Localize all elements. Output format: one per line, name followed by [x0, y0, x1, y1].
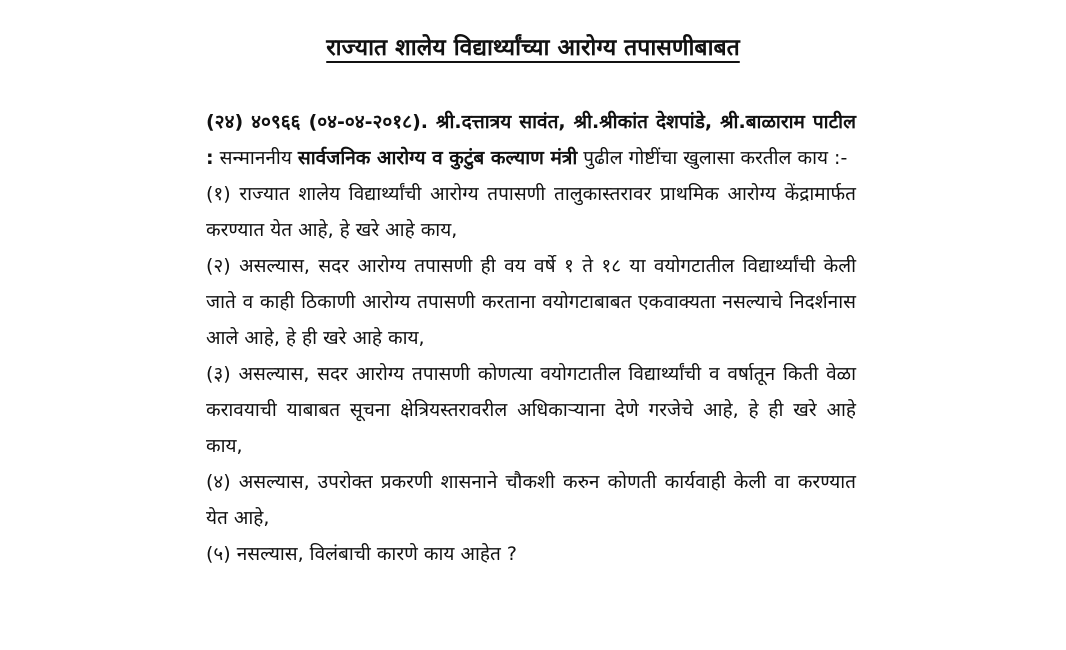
question-intro: पुढील गोष्टींचा खुलासा करतील काय :- — [583, 147, 848, 169]
question-header — [206, 104, 856, 176]
question-item-2: (२) असल्यास, सदर आरोग्य तपासणी ही वय वर्षे १ ते १८ या वयोगटातील विद्यार्थ्यांची केली जाते व काही ठिकाणी आरोग्य तपासणी करताना वयोगटाबाबत एकवाक्यता नसल्याचे निदर्शनास आले आहे, हे ही खरे आहे काय, — [206, 255, 856, 349]
minister-title: सार्वजनिक आरोग्य व कुटुंब कल्याण मंत्री — [297, 147, 578, 169]
question-item-4: (४) असल्यास, उपरोक्त प्रकरणी शासनाने चौकशी करुन कोणती कार्यवाही केली वा करण्यात येत आहे, — [206, 471, 856, 529]
page-title: राज्यात शालेय विद्यार्थ्यांच्या आरोग्य तपासणीबाबत — [326, 35, 740, 61]
question-item-5: (५) नसल्यास, विलंबाची कारणे काय आहेत ? — [206, 543, 517, 565]
question-number-and-members: (२४) ४०९६६ (०४-०४-२०१८). श्री.दत्तात्रय सावंत, श्री.श्रीकांत देशपांडे, श्री.बाळाराम पाटील : — [206, 111, 856, 169]
question-body — [206, 104, 856, 572]
question-item-1: (१) राज्यात शालेय विद्यार्थ्यांची आरोग्य तपासणी तालुकास्तरावर प्राथमिक आरोग्य केंद्रामार्फत करण्यात येत आहे, हे खरे आहे काय, — [206, 183, 856, 241]
honorable-text: सन्माननीय — [219, 147, 292, 169]
question-item-3: (३) असल्यास, सदर आरोग्य तपासणी कोणत्या वयोगटातील विद्यार्थ्यांची व वर्षातून किती वेळा करावयाची याबाबत सूचना क्षेत्रियस्तरावरील अधिकाऱ्याना देणे गरजेचे आहे, हे ही खरे आहे काय, — [206, 363, 856, 457]
